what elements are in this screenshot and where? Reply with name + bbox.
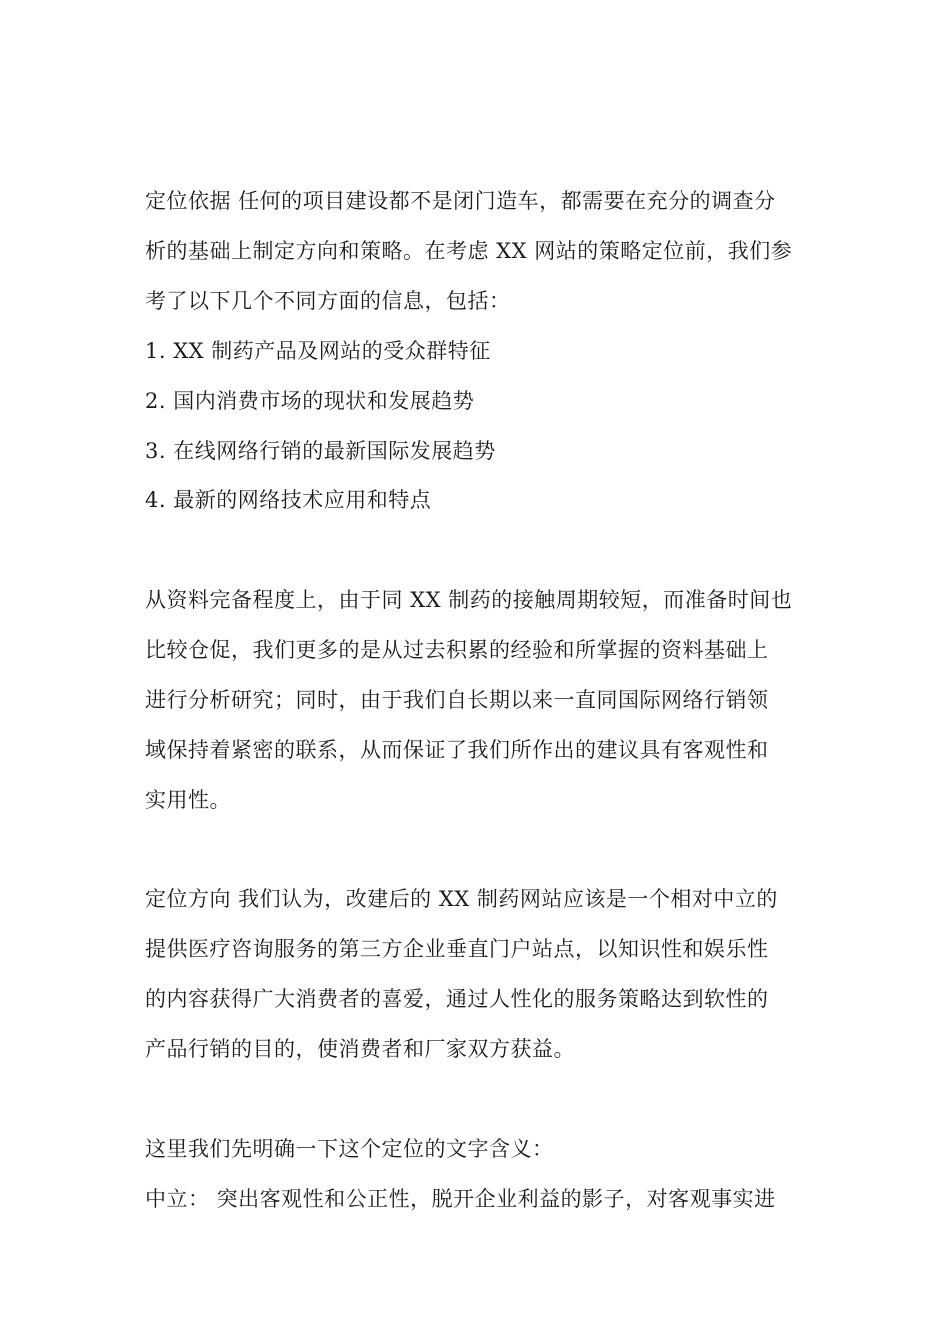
paragraph-materials-line-2: 比较仓促，我们更多的是从过去积累的经验和所掌握的资料基础上 (145, 638, 769, 662)
list-item-1: 1. XX 制药产品及网站的受众群特征 (145, 339, 491, 363)
paragraph-materials-line-1: 从资料完备程度上，由于同 XX 制药的接触周期较短，而准备时间也 (145, 588, 793, 612)
paragraph-materials-line-3: 进行分析研究；同时，由于我们自长期以来一直同国际网络行销领 (145, 688, 769, 712)
paragraph-positioning-direction-line-4: 产品行销的目的，使消费者和厂家双方获益。 (145, 1037, 575, 1061)
paragraph-positioning-direction-line-2: 提供医疗咨询服务的第三方企业垂直门户站点，以知识性和娱乐性 (145, 937, 769, 961)
list-item-3: 3. 在线网络行销的最新国际发展趋势 (145, 439, 496, 463)
paragraph-meaning-line-2: 中立： 突出客观性和公正性，脱开企业利益的影子，对客观事实进 (145, 1187, 776, 1211)
paragraph-positioning-basis-line-3: 考了以下几个不同方面的信息，包括： (145, 289, 511, 313)
paragraph-positioning-basis-line-2: 析的基础上制定方向和策略。在考虑 XX 网站的策略定位前，我们参 (145, 239, 793, 263)
paragraph-materials-line-4: 域保持着紧密的联系，从而保证了我们所作出的建议具有客观性和 (145, 738, 769, 762)
paragraph-positioning-direction-line-3: 的内容获得广大消费者的喜爱，通过人性化的服务策略达到软性的 (145, 987, 769, 1011)
paragraph-positioning-direction-line-1: 定位方向 我们认为，改建后的 XX 制药网站应该是一个相对中立的 (145, 887, 778, 911)
paragraph-materials-line-5: 实用性。 (145, 788, 231, 812)
list-item-2: 2. 国内消费市场的现状和发展趋势 (145, 389, 475, 413)
list-item-4: 4. 最新的网络技术应用和特点 (145, 488, 432, 512)
paragraph-positioning-basis-line-1: 定位依据 任何的项目建设都不是闭门造车，都需要在充分的调查分 (145, 189, 776, 213)
paragraph-meaning-line-1: 这里我们先明确一下这个定位的文字含义： (145, 1137, 554, 1161)
